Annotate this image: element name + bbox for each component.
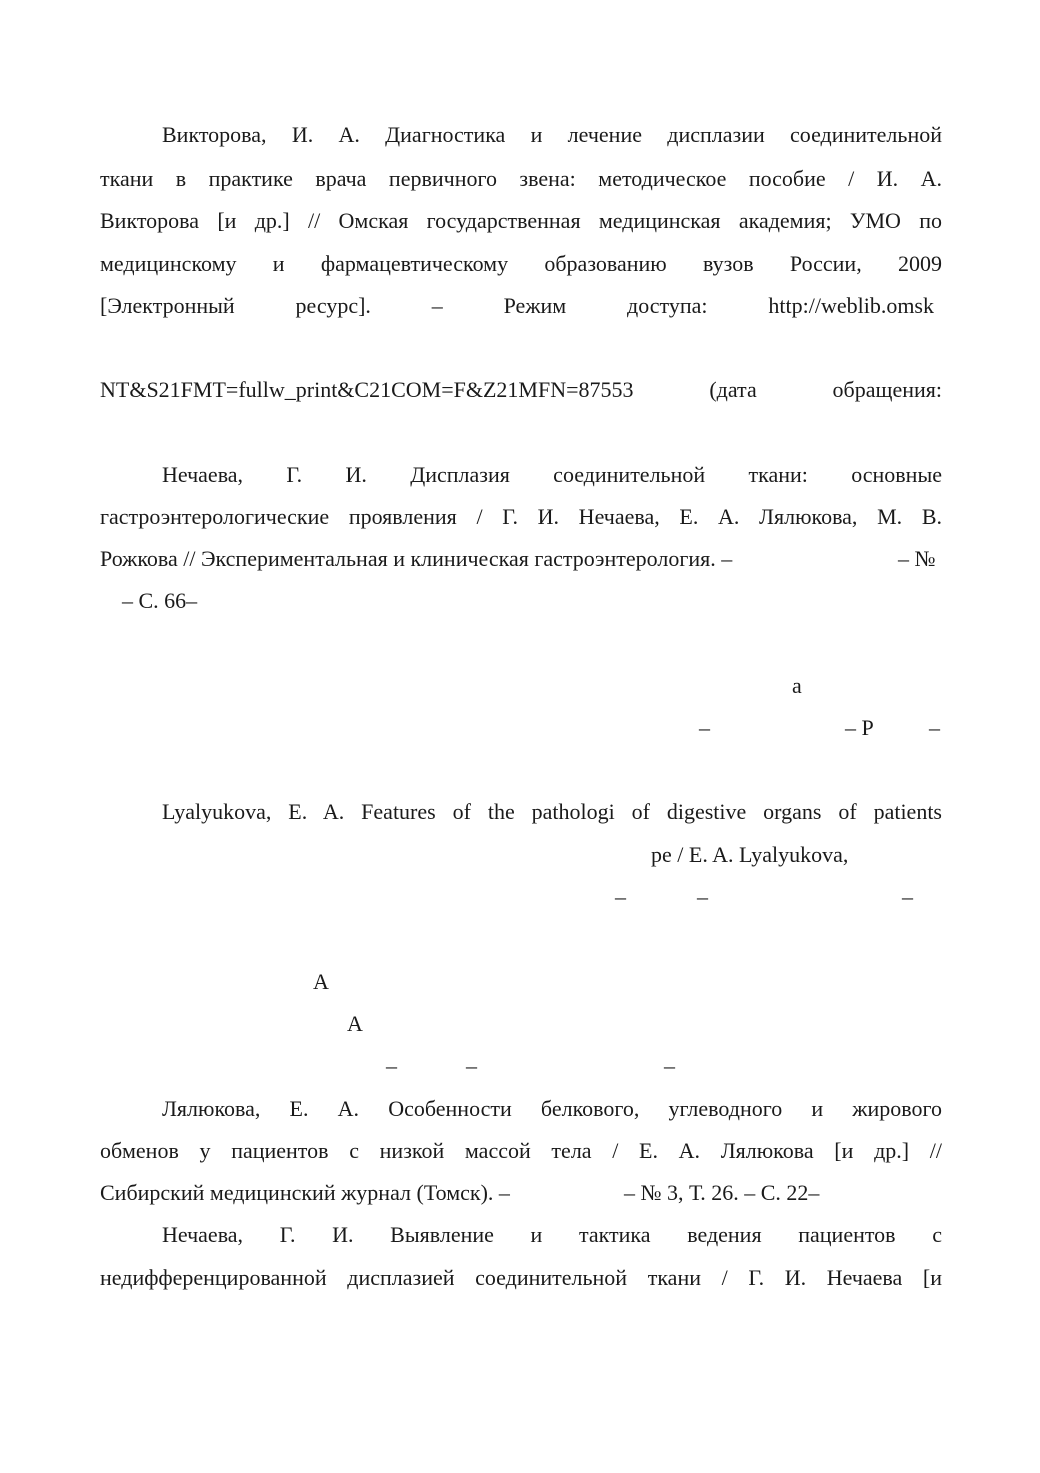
ref-viktorova-line-3: Викторова [и др.] // Омская государственная медицинская академия; УМО по: [100, 208, 942, 233]
ref-lyalyukova-en-dash-1: –: [615, 884, 626, 909]
fragment-dash-4: –: [466, 1053, 477, 1078]
ref-lyalyukova-en-line-2: pe / E. A. Lyalyukova,: [651, 842, 849, 867]
fragment-dash-2: –: [929, 715, 940, 740]
ref-lyalyukova-ru-line-3-left: Сибирский медицинский журнал (Томск). –: [100, 1180, 510, 1205]
fragment-p: – Р: [845, 715, 874, 740]
ref-viktorova-line-2: ткани в практике врача первичного звена: методическое пособие / И. А.: [100, 166, 942, 191]
fragment-dash-5: –: [664, 1053, 675, 1078]
ref-nechaeva-1-line-2: гастроэнтерологические проявления / Г. И. Нечаева, Е. А. Лялюкова, М. В.: [100, 504, 942, 529]
ref-nechaeva-1-line-4: – С. 66–: [122, 588, 198, 613]
fragment-dash-3: –: [386, 1053, 397, 1078]
ref-viktorova-line-5: [Электронный ресурс]. – Режим доступа: http://weblib.omsk: [100, 293, 934, 318]
fragment-a: а: [792, 673, 802, 698]
ref-nechaeva-1-line-1: Нечаева, Г. И. Дисплазия соединительной ткани: основные: [162, 462, 942, 487]
fragment-letter-a-2: А: [347, 1011, 363, 1036]
ref-nechaeva-2-line-2: недифференцированной дисплазией соединительной ткани / Г. И. Нечаева [и: [100, 1265, 942, 1290]
ref-lyalyukova-ru-line-2: обменов у пациентов с низкой массой тела / Е. А. Лялюкова [и др.] //: [100, 1138, 942, 1163]
ref-viktorova-line-4: медицинскому и фармацевтическому образованию вузов России, 2009: [100, 251, 942, 276]
fragment-dash-1: –: [699, 715, 710, 740]
ref-lyalyukova-ru-line-3-right: – № 3, Т. 26. – С. 22–: [624, 1180, 820, 1205]
fragment-letter-a-1: А: [313, 969, 329, 994]
ref-lyalyukova-en-dash-3: –: [902, 884, 913, 909]
ref-nechaeva-1-line-3-left: Рожкова // Экспериментальная и клиническая гастроэнтерология. –: [100, 546, 733, 571]
ref-nechaeva-2-line-1: Нечаева, Г. И. Выявление и тактика ведения пациентов с: [162, 1222, 942, 1247]
ref-viktorova-line-1: Викторова, И. А. Диагностика и лечение дисплазии соединительной: [162, 122, 942, 147]
ref-lyalyukova-en-line-1: Lyalyukova, E. A. Features of the pathologi of digestive organs of patients: [162, 799, 942, 824]
ref-lyalyukova-en-dash-2: –: [697, 884, 708, 909]
ref-viktorova-line-6: NT&S21FMT=fullw_print&C21COM=F&Z21MFN=87553 (дата обращения:: [100, 377, 942, 402]
ref-lyalyukova-ru-line-1: Лялюкова, Е. А. Особенности белкового, углеводного и жирового: [162, 1096, 942, 1121]
ref-nechaeva-1-line-3-right: – №: [898, 546, 936, 571]
